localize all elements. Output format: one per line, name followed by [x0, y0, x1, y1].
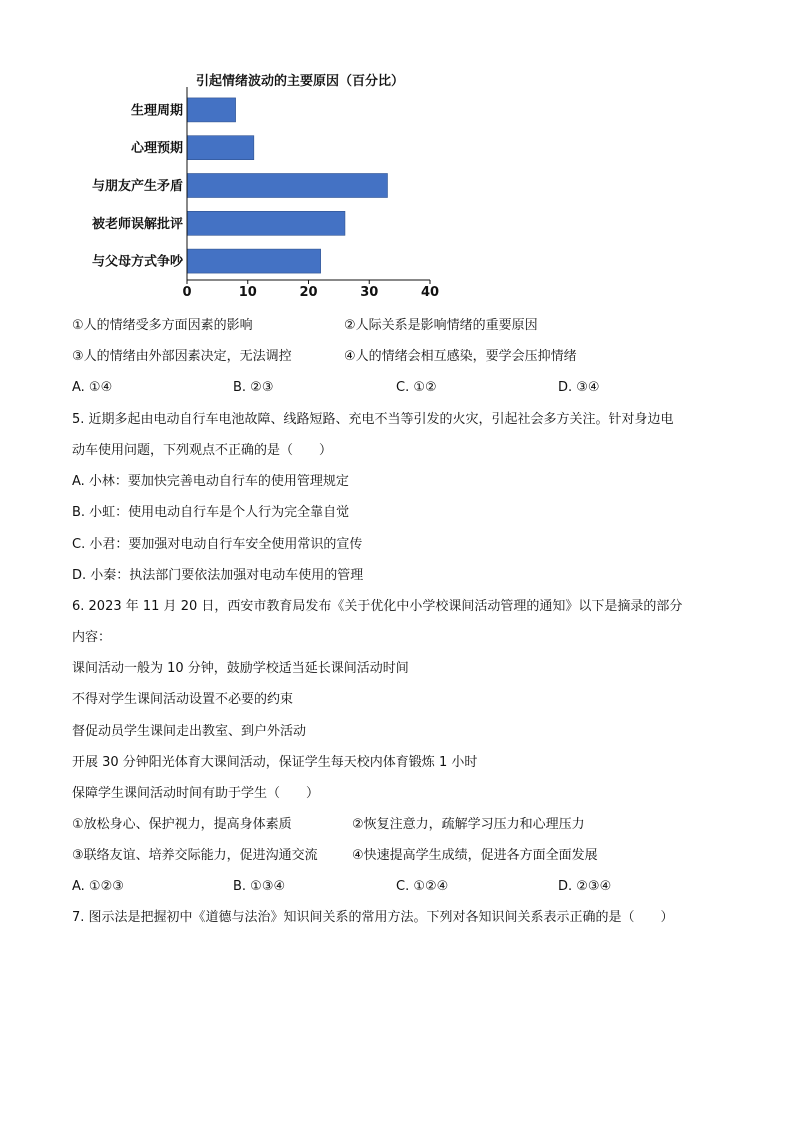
q4-option-d[interactable]: D. ③④: [558, 380, 600, 395]
q5-option-a[interactable]: A. 小林：要加快完善电动自行车的使用管理规定: [72, 474, 349, 489]
q5-option-d[interactable]: D. 小秦：执法部门要依法加强对电动车使用的管理: [72, 568, 364, 583]
q5-option-b[interactable]: B. 小虹：使用电动自行车是个人行为完全靠自觉: [72, 505, 350, 520]
bar-4: [187, 249, 321, 273]
q6-option-c[interactable]: C. ①②④: [396, 879, 449, 894]
x-tick-label-0: 0: [182, 285, 192, 300]
q6-stem-line-2: 内容：: [72, 630, 112, 645]
bar-3: [187, 211, 345, 235]
q6-option-d[interactable]: D. ②③④: [558, 879, 612, 894]
bar-chart-svg: [60, 64, 460, 304]
bar-2: [187, 174, 387, 198]
q5-stem-line-2: 动车使用问题，下列观点不正确的是（ ）: [72, 443, 333, 458]
category-label-1: 心理预期: [130, 141, 183, 157]
q4-option-c[interactable]: C. ①②: [396, 380, 437, 395]
category-label-0: 生理周期: [130, 103, 183, 119]
q6-statement-4: ④快速提高学生成绩，促进各方面全面发展: [352, 848, 598, 863]
q6-question-line: 保障学生课间活动时间有助于学生（ ）: [72, 786, 320, 801]
q4-statement-1: ①人的情绪受多方面因素的影响: [72, 318, 253, 333]
q6-option-a[interactable]: A. ①②③: [72, 879, 124, 894]
q4-statement-4: ④人的情绪会相互感染，要学会压抑情绪: [344, 349, 577, 364]
q6-content-line-3: 督促动员学生课间走出教室、到户外活动: [72, 724, 307, 739]
q6-option-b[interactable]: B. ①③④: [233, 879, 286, 894]
x-tick-label-1: 10: [238, 285, 257, 300]
x-tick-label-3: 30: [360, 285, 379, 300]
q6-statement-2: ②恢复注意力，疏解学习压力和心理压力: [352, 817, 585, 832]
bar-0: [187, 98, 236, 122]
q6-content-line-2: 不得对学生课间活动设置不必要的约束: [72, 692, 294, 707]
q4-option-a[interactable]: A. ①④: [72, 380, 113, 395]
q4-statement-2: ②人际关系是影响情绪的重要原因: [344, 318, 538, 333]
bar-chart: [60, 64, 460, 304]
chart-title: 引起情绪波动的主要原因（百分比）: [196, 74, 405, 89]
q7-stem: 7. 图示法是把握初中《道德与法治》知识间关系的常用方法。下列对各知识间关系表示正确的是（ ）: [72, 910, 674, 925]
category-label-4: 与父母方式争吵: [91, 254, 183, 270]
q4-statement-3: ③人的情绪由外部因素决定，无法调控: [72, 349, 292, 364]
bar-1: [187, 136, 254, 160]
q6-statement-1: ①放松身心、保护视力，提高身体素质: [72, 817, 292, 832]
q5-option-c[interactable]: C. 小君：要加强对电动自行车安全使用常识的宣传: [72, 537, 363, 552]
category-label-2: 与朋友产生矛盾: [91, 179, 183, 194]
q6-statement-3: ③联络友谊、培养交际能力，促进沟通交流: [72, 848, 318, 863]
q6-content-line-4: 开展 30 分钟阳光体育大课间活动，保证学生每天校内体育锻炼 1 小时: [72, 755, 478, 770]
x-tick-label-4: 40: [420, 285, 440, 300]
q4-option-b[interactable]: B. ②③: [233, 380, 274, 395]
category-label-3: 被老师误解批评: [91, 216, 183, 232]
x-tick-label-2: 20: [299, 285, 318, 300]
q5-stem-line-1: 5. 近期多起由电动自行车电池故障、线路短路、充电不当等引发的火灾，引起社会多方关注。针对身边电: [72, 412, 674, 427]
q6-stem-line-1: 6. 2023 年 11 月 20 日，西安市教育局发布《关于优化中小学校课间活动管理的通知》以下是摘录的部分: [72, 599, 683, 614]
q6-content-line-1: 课间活动一般为 10 分钟，鼓励学校适当延长课间活动时间: [72, 661, 409, 676]
